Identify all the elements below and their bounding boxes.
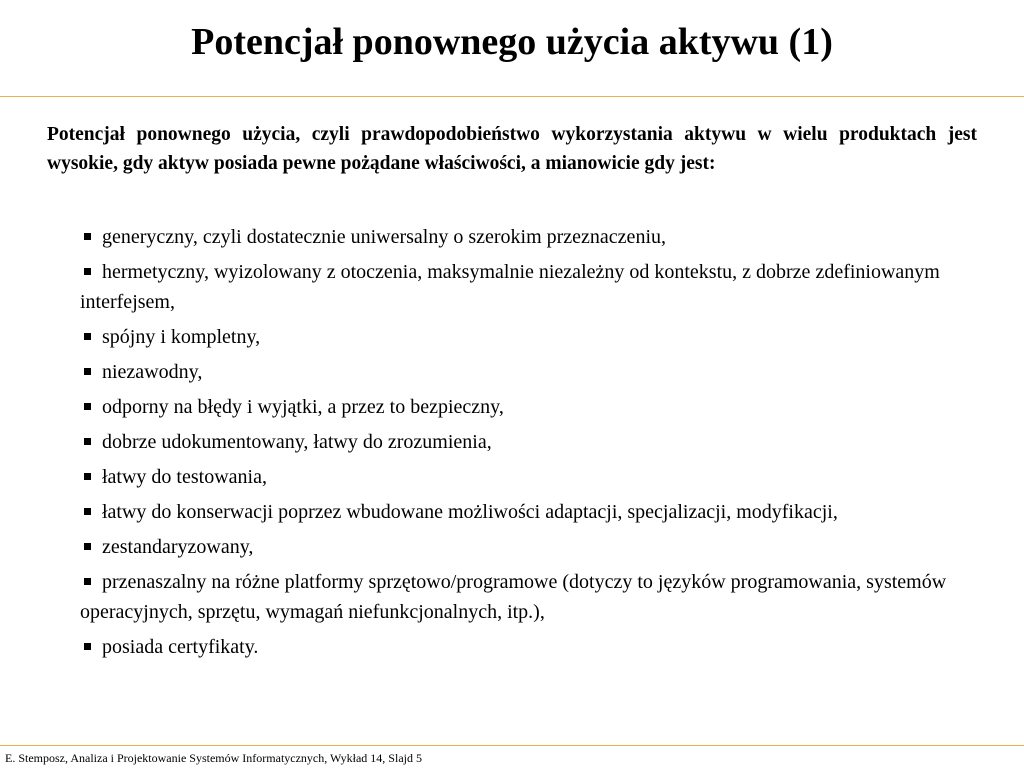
list-item [80,532,960,562]
square-bullet-icon [84,643,91,650]
list-item-text: generyczny, czyli dostatecznie uniwersalny o szerokim przeznaczeniu, [102,226,666,248]
property-list [80,222,960,667]
list-item-text: łatwy do testowania, [102,466,267,488]
square-bullet-icon [84,403,91,410]
list-item [80,392,960,422]
square-bullet-icon [84,578,91,585]
square-bullet-icon [84,233,91,240]
square-bullet-icon [84,508,91,515]
list-item-text: zestandaryzowany, [102,536,254,558]
list-item [80,567,960,627]
slide-title: Potencjał ponownego użycia aktywu (1) [191,21,833,63]
slide-footer: E. Stemposz, Analiza i Projektowanie Systemów Informatycznych, Wykład 14, Slajd 5 [5,751,422,765]
footer-divider [0,745,1024,746]
list-item-text: dobrze udokumentowany, łatwy do zrozumienia, [102,431,492,453]
list-item [80,322,960,352]
square-bullet-icon [84,438,91,445]
list-item [80,497,960,527]
square-bullet-icon [84,473,91,480]
list-item-text: przenaszalny na różne platformy sprzętowo/programowe (dotyczy to języków programowania, systemów operacyjnych, sprzętu, wymagań niefunkcjonalnych, itp.), [80,571,947,623]
square-bullet-icon [84,268,91,275]
list-item-text: odporny na błędy i wyjątki, a przez to bezpieczny, [102,396,504,418]
list-item-text: łatwy do konserwacji poprzez wbudowane możliwości adaptacji, specjalizacji, modyfikacji, [102,501,838,523]
intro-paragraph: Potencjał ponownego użycia, czyli prawdopodobieństwo wykorzystania aktywu w wielu produktach jest wysokie, gdy aktyw posiada pewne pożądane właściwości, a mianowicie gdy jest: [47,124,977,174]
title-divider [0,96,1024,97]
list-item-text: posiada certyfikaty. [102,636,259,658]
square-bullet-icon [84,543,91,550]
list-item [80,357,960,387]
square-bullet-icon [84,333,91,340]
list-item [80,632,960,662]
list-item-text: niezawodny, [102,361,203,383]
list-item [80,222,960,252]
square-bullet-icon [84,368,91,375]
list-item-text: spójny i kompletny, [102,326,261,348]
list-item-text: hermetyczny, wyizolowany z otoczenia, maksymalnie niezależny od kontekstu, z dobrze zdefiniowanym interfejsem, [80,261,940,313]
list-item [80,257,960,317]
list-item [80,427,960,457]
list-item [80,462,960,492]
